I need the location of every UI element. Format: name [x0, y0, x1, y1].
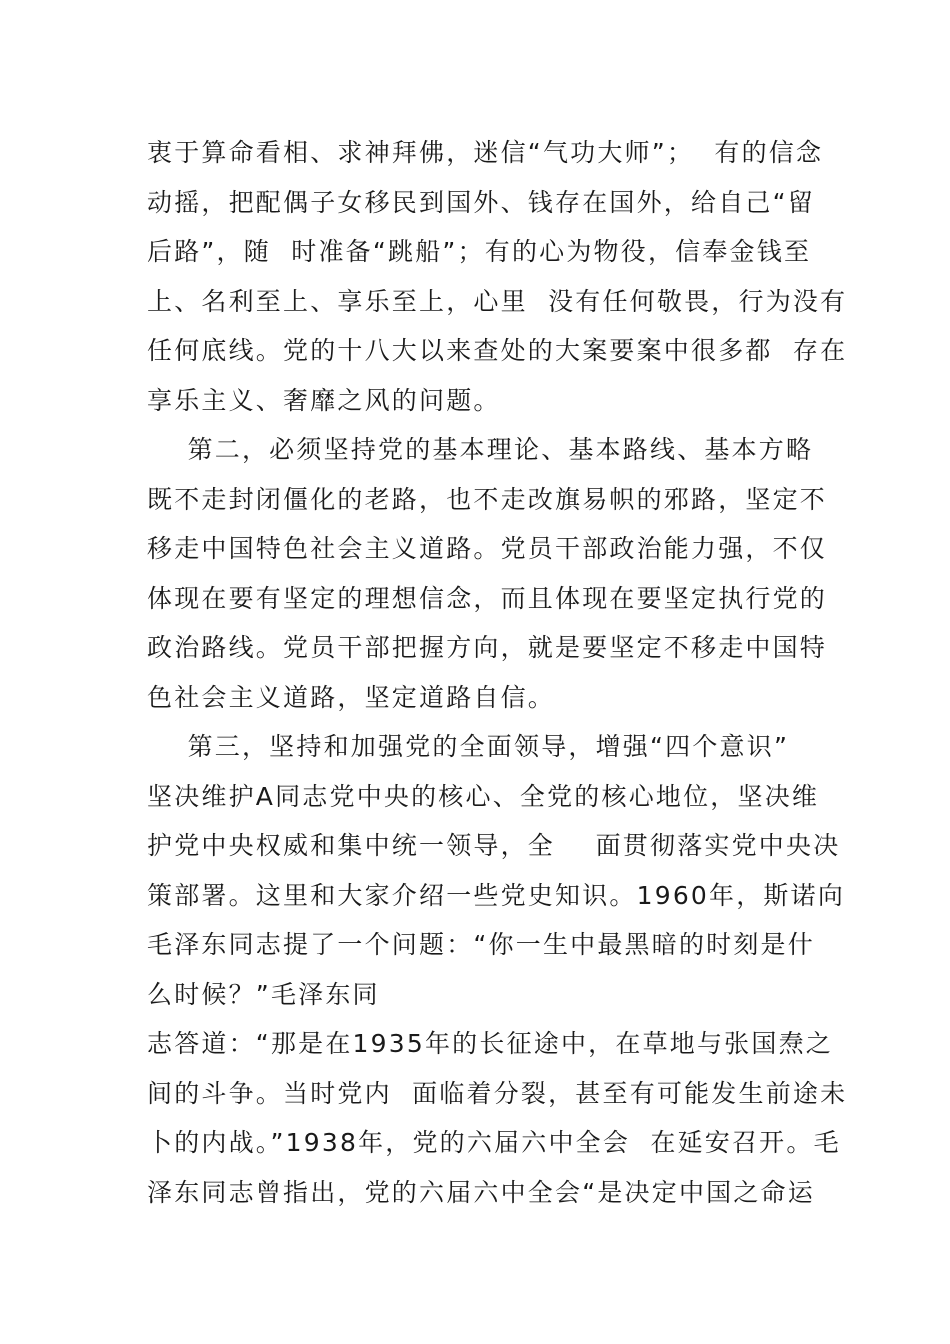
text-line: 第三，坚持和加强党的全面领导，增强“四个意识”: [147, 732, 790, 761]
text-line: 上、名利至上、享乐至上，心里 没有任何敬畏，行为没有: [147, 286, 848, 316]
text-line: 政治路线。党员干部把握方向，就是要坚定不移走中国特: [147, 633, 828, 662]
text-line: 么时候？”毛泽东同: [147, 979, 380, 1009]
text-line: 衷于算命看相、求神拜佛，迷信“气功大师”； 有的信念: [147, 138, 824, 167]
text-line: 动摇，把配偶子女移民到国外、钱存在国外，给自己“留: [147, 187, 815, 217]
text-line: 毛泽东同志提了一个问题：“你一生中最黑暗的时刻是什: [147, 930, 815, 959]
text-line: 泽东同志曾指出，党的六届六中全会“是决定中国之命运: [147, 1177, 815, 1207]
text-line: 移走中国特色社会主义道路。党员干部政治能力强，不仅: [147, 534, 828, 563]
text-line: 任何底线。党的十八大以来查处的大案要案中很多都 存在: [147, 336, 848, 365]
text-line: 享乐主义、奢靡之风的问题。: [147, 385, 501, 415]
text-line: 卜的内战。”1938年，党的六届六中全会 在延安召开。毛: [147, 1128, 841, 1157]
text-line: 策部署。这里和大家介绍一些党史知识。1960年，斯诺向: [147, 880, 846, 910]
text-line: 志答道：“那是在1935年的长征途中，在草地与张国焘之: [147, 1029, 833, 1058]
body-text: [147, 128, 848, 1217]
text-line: 第二，必须坚持党的基本理论、基本路线、基本方略: [147, 435, 814, 464]
text-line: 既不走封闭僵化的老路，也不走改旗易帜的邪路，坚定不: [147, 484, 828, 514]
text-line: 后路”，随 时准备“跳船”；有的心为物役，信奉金钱至: [147, 237, 812, 266]
text-line: 护党中央权威和集中统一领导，全 面贯彻落实党中央决: [147, 831, 841, 860]
text-line: 坚决维护A同志党中央的核心、全党的核心地位，坚决维: [147, 781, 820, 811]
text-line: 体现在要有坚定的理想信念，而且体现在要坚定执行党的: [147, 583, 828, 613]
text-line: 间的斗争。当时党内 面临着分裂，甚至有可能发生前途未: [147, 1078, 848, 1108]
text-line: 色社会主义道路，坚定道路自信。: [147, 682, 556, 712]
